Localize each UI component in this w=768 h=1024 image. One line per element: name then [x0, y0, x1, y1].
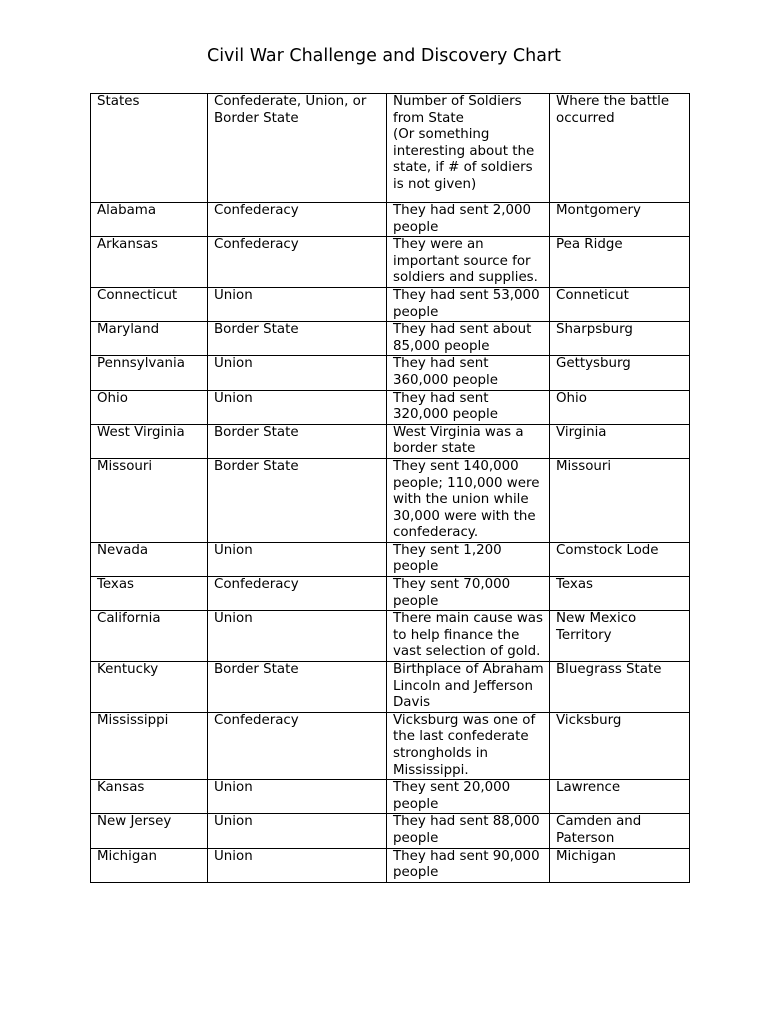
- header-soldiers: Number of Soldiers from State (Or something interesting about the state, if # of soldiers is not given): [387, 94, 550, 203]
- battle-cell: Michigan: [550, 848, 690, 882]
- state-cell: Texas: [91, 577, 208, 611]
- soldiers-cell: They had sent 88,000 people: [387, 814, 550, 848]
- state-cell: New Jersey: [91, 814, 208, 848]
- state-cell: Connecticut: [91, 287, 208, 321]
- affiliation-cell: Union: [208, 287, 387, 321]
- table-row: [91, 611, 690, 662]
- table-row: [91, 814, 690, 848]
- state-cell: Kentucky: [91, 662, 208, 713]
- battle-cell: New Mexico Territory: [550, 611, 690, 662]
- soldiers-cell: They were an important source for soldiers and supplies.: [387, 237, 550, 288]
- table-row: [91, 356, 690, 390]
- battle-cell: Pea Ridge: [550, 237, 690, 288]
- battle-cell: Missouri: [550, 458, 690, 542]
- battle-cell: Conneticut: [550, 287, 690, 321]
- state-cell: California: [91, 611, 208, 662]
- affiliation-cell: Union: [208, 542, 387, 576]
- battle-cell: Lawrence: [550, 780, 690, 814]
- soldiers-cell: There main cause was to help finance the vast selection of gold.: [387, 611, 550, 662]
- table-row: [91, 577, 690, 611]
- table-row: [91, 712, 690, 779]
- table-row: [91, 390, 690, 424]
- battle-cell: Sharpsburg: [550, 322, 690, 356]
- soldiers-cell: They sent 20,000 people: [387, 780, 550, 814]
- civil-war-chart-table: [90, 93, 690, 883]
- table-row: [91, 458, 690, 542]
- battle-cell: Texas: [550, 577, 690, 611]
- battle-cell: Ohio: [550, 390, 690, 424]
- affiliation-cell: Union: [208, 611, 387, 662]
- state-cell: Alabama: [91, 203, 208, 237]
- soldiers-cell: They sent 140,000 people; 110,000 were with the union while 30,000 were with the confederacy.: [387, 458, 550, 542]
- table-row: [91, 322, 690, 356]
- affiliation-cell: Union: [208, 814, 387, 848]
- table-row: [91, 237, 690, 288]
- soldiers-cell: Vicksburg was one of the last confederate strongholds in Mississippi.: [387, 712, 550, 779]
- table-row: [91, 848, 690, 882]
- header-battle-location: Where the battle occurred: [550, 94, 690, 203]
- affiliation-cell: Confederacy: [208, 237, 387, 288]
- soldiers-cell: They had sent 53,000 people: [387, 287, 550, 321]
- header-states: States: [91, 94, 208, 203]
- battle-cell: Comstock Lode: [550, 542, 690, 576]
- soldiers-cell: West Virginia was a border state: [387, 424, 550, 458]
- battle-cell: Virginia: [550, 424, 690, 458]
- battle-cell: Bluegrass State: [550, 662, 690, 713]
- soldiers-cell: They had sent 320,000 people: [387, 390, 550, 424]
- state-cell: Arkansas: [91, 237, 208, 288]
- affiliation-cell: Confederacy: [208, 712, 387, 779]
- state-cell: Kansas: [91, 780, 208, 814]
- affiliation-cell: Border State: [208, 424, 387, 458]
- battle-cell: Montgomery: [550, 203, 690, 237]
- state-cell: Maryland: [91, 322, 208, 356]
- affiliation-cell: Union: [208, 780, 387, 814]
- affiliation-cell: Confederacy: [208, 577, 387, 611]
- header-affiliation: Confederate, Union, or Border State: [208, 94, 387, 203]
- soldiers-cell: Birthplace of Abraham Lincoln and Jefferson Davis: [387, 662, 550, 713]
- soldiers-cell: They sent 70,000 people: [387, 577, 550, 611]
- header-row: [91, 94, 690, 203]
- soldiers-cell: They had sent about 85,000 people: [387, 322, 550, 356]
- affiliation-cell: Union: [208, 356, 387, 390]
- table-row: [91, 662, 690, 713]
- state-cell: Nevada: [91, 542, 208, 576]
- soldiers-cell: They had sent 360,000 people: [387, 356, 550, 390]
- soldiers-cell: They sent 1,200 people: [387, 542, 550, 576]
- table-row: [91, 287, 690, 321]
- soldiers-cell: They had sent 90,000 people: [387, 848, 550, 882]
- soldiers-cell: They had sent 2,000 people: [387, 203, 550, 237]
- affiliation-cell: Union: [208, 390, 387, 424]
- state-cell: Missouri: [91, 458, 208, 542]
- state-cell: Ohio: [91, 390, 208, 424]
- table-row: [91, 542, 690, 576]
- table-row: [91, 424, 690, 458]
- affiliation-cell: Border State: [208, 458, 387, 542]
- table-row: [91, 780, 690, 814]
- battle-cell: Camden and Paterson: [550, 814, 690, 848]
- state-cell: West Virginia: [91, 424, 208, 458]
- page-title: Civil War Challenge and Discovery Chart: [206, 46, 562, 66]
- state-cell: Mississippi: [91, 712, 208, 779]
- table-row: [91, 203, 690, 237]
- state-cell: Michigan: [91, 848, 208, 882]
- affiliation-cell: Border State: [208, 322, 387, 356]
- battle-cell: Gettysburg: [550, 356, 690, 390]
- affiliation-cell: Union: [208, 848, 387, 882]
- affiliation-cell: Border State: [208, 662, 387, 713]
- affiliation-cell: Confederacy: [208, 203, 387, 237]
- state-cell: Pennsylvania: [91, 356, 208, 390]
- battle-cell: Vicksburg: [550, 712, 690, 779]
